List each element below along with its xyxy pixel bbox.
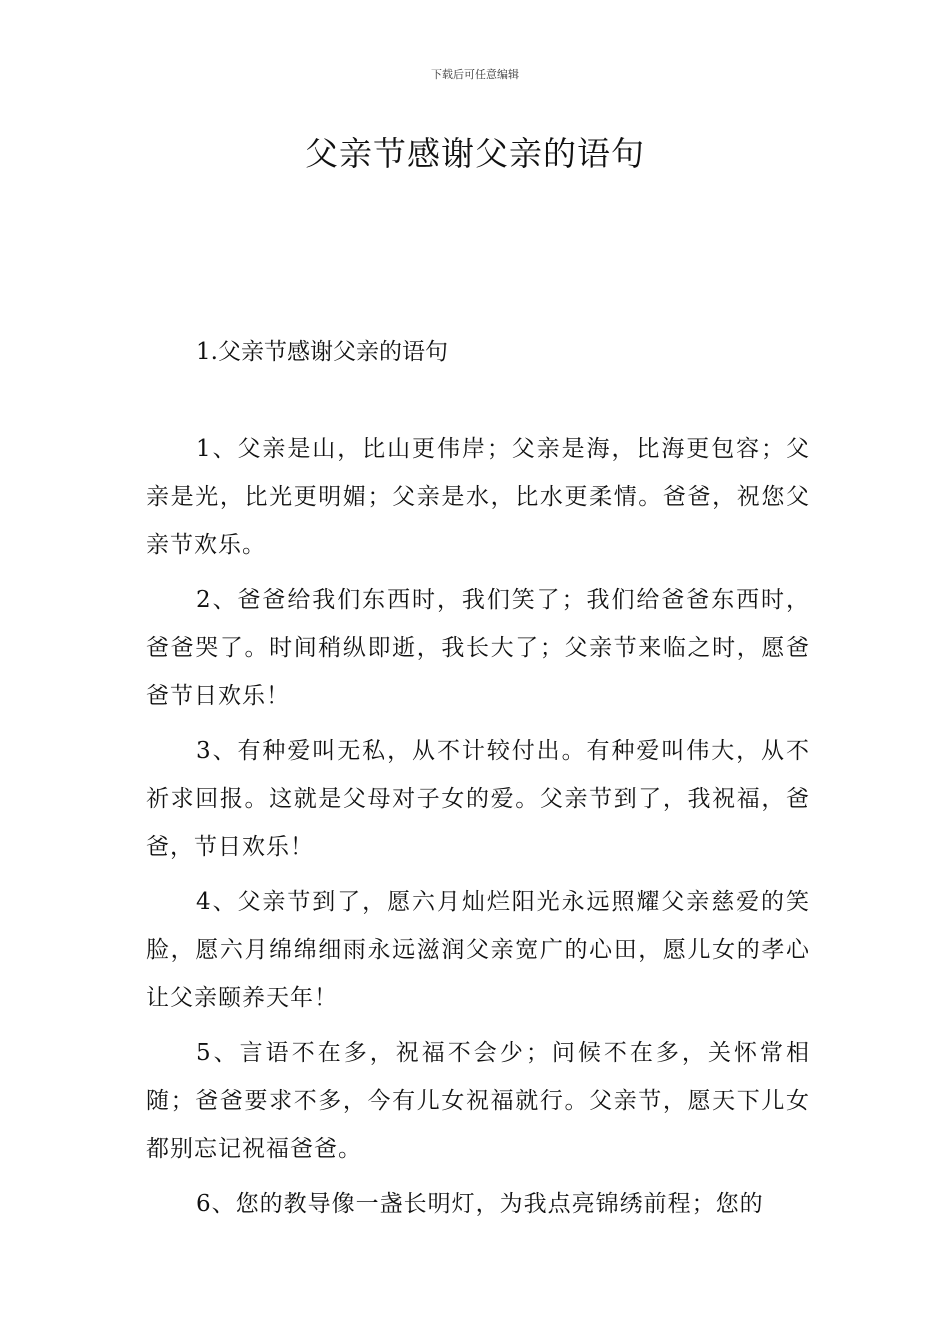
body-text [146,425,810,1235]
paragraph-6: 6、您的教导像一盏长明灯，为我点亮锦绣前程；您的 [196,1191,764,1217]
paragraph-3: 3、有种爱叫无私，从不计较付出。有种爱叫伟大，从不祈求回报。这就是父母对子女的爱。父亲节到了，我祝福，爸爸，节日欢乐！ [146,738,810,860]
document-title: 父亲节感谢父亲的语句 [305,134,645,173]
header-note: 下载后可任意编辑 [431,68,519,81]
paragraph-4: 4、父亲节到了，愿六月灿烂阳光永远照耀父亲慈爱的笑脸，愿六月绵绵细雨永远滋润父亲宽广的心田，愿儿女的孝心让父亲颐养天年！ [146,889,810,1011]
paragraph-5: 5、言语不在多，祝福不会少；问候不在多，关怀常相随；爸爸要求不多，今有儿女祝福就行。父亲节，愿天下儿女都别忘记祝福爸爸。 [146,1040,810,1162]
section-heading: 1.父亲节感谢父亲的语句 [196,339,448,365]
paragraph-2: 2、爸爸给我们东西时，我们笑了；我们给爸爸东西时，爸爸哭了。时间稍纵即逝，我长大了；父亲节来临之时，愿爸爸节日欢乐！ [146,587,810,709]
paragraph-1: 1、父亲是山，比山更伟岸；父亲是海，比海更包容；父亲是光，比光更明媚；父亲是水，比水更柔情。爸爸，祝您父亲节欢乐。 [146,436,810,558]
